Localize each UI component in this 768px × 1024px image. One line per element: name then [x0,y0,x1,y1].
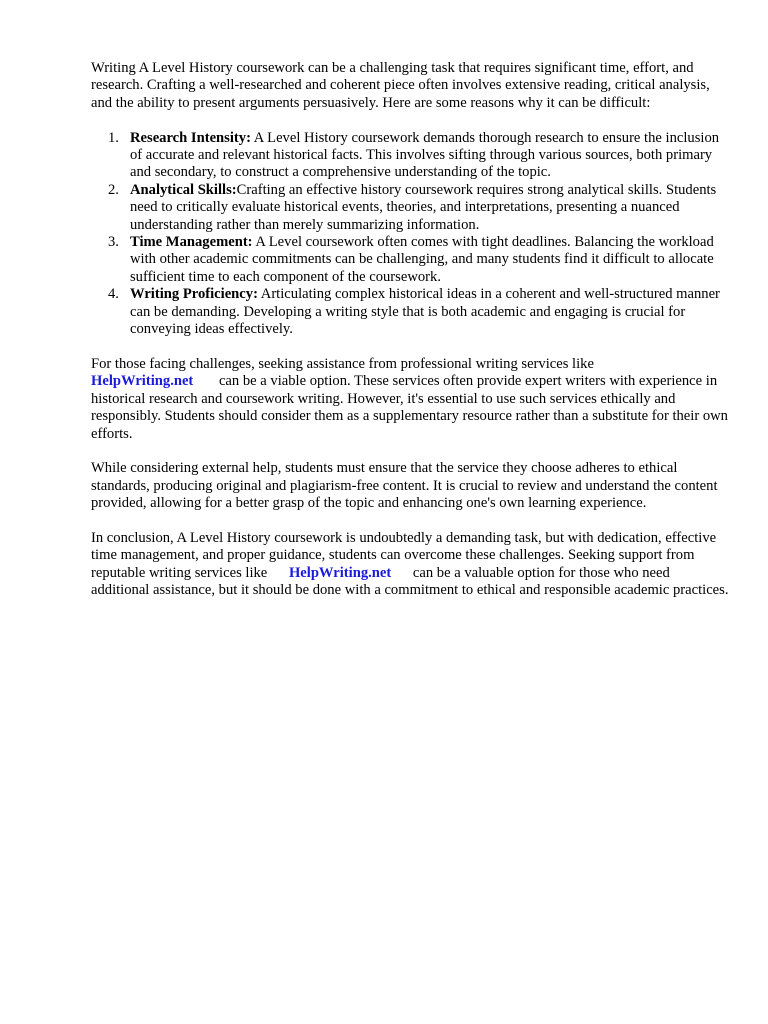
reason-item-analytical-skills [91,182,731,234]
ethics-paragraph: While considering external help, students must ensure that the service they choose adheres to ethical standards, producing original and plagiarism-free content. It is crucial to review and understand the content provided, allowing for a better grasp of the topic and enhancing one's own learning experience. [91,460,718,512]
helpwriting-link[interactable]: HelpWriting.net [91,373,194,390]
document-page [91,60,731,617]
reason-item-writing-proficiency [91,286,731,338]
helpwriting-link[interactable]: HelpWriting.net [288,564,392,581]
intro-paragraph: Writing A Level History coursework can be a challenging task that requires significant time, effort, and research. Crafting a well-researched and coherent piece often involves extensive reading, critical analysis, and the ability to present arguments persuasively. Here are some reasons why it can be difficult: [91,60,710,111]
reasons-list [91,130,731,339]
reason-text: A Level coursework often comes with tight deadlines. Balancing the workload with other academic commitments can be challenging, and many students find it difficult to allocate sufficient time to each component of the coursework. [130,234,714,285]
reason-item-research-intensity [91,130,731,182]
list-number: 4. [108,286,119,303]
list-number: 1. [108,129,119,146]
assistance-paragraph [91,356,731,443]
reason-text: Articulating complex historical ideas in a coherent and well-structured manner can be demanding. Developing a writing style that is both academic and engaging is crucial for conveying ideas effectively. [130,286,720,338]
list-number: 3. [108,234,119,251]
reason-item-time-management [91,234,731,286]
reason-text: Crafting an effective history coursework requires strong analytical skills. Students need to critically evaluate historical events, theories, and interpretations, presenting a nuanced understanding rather than merely summarizing information. [130,181,717,233]
assistance-lead-text: For those facing challenges, seeking assistance from professional writing services like [91,355,594,372]
conclusion-lead-text: In conclusion, A Level History coursework is undoubtedly a demanding task, but with dedication, effective time management, and proper guidance, students can overcome these challenges. Seeking support from reputable writing services like [91,529,717,581]
conclusion-paragraph [91,530,731,600]
list-number: 2. [108,181,119,198]
reason-term: Writing Proficiency: [130,286,258,303]
reason-text: A Level History coursework demands thorough research to ensure the inclusion of accurate and relevant historical facts. This involves sifting through various sources, both primary and secondary, to construct a comprehensive understanding of the topic. [130,129,720,181]
assistance-rest-text: can be a viable option. These services often provide expert writers with experience in historical research and coursework writing. However, it's essential to use such services ethically and responsibly. Students should consider them as a supplementary resource rather than a substitute for their own efforts. [91,373,728,442]
reason-term: Research Intensity: [130,129,251,146]
reason-term: Time Management: [130,234,253,251]
conclusion-rest-text: can be a valuable option for those who need additional assistance, but it should be done with a commitment to ethical and responsible academic practices. [91,564,729,599]
reason-term: Analytical Skills: [130,181,237,198]
